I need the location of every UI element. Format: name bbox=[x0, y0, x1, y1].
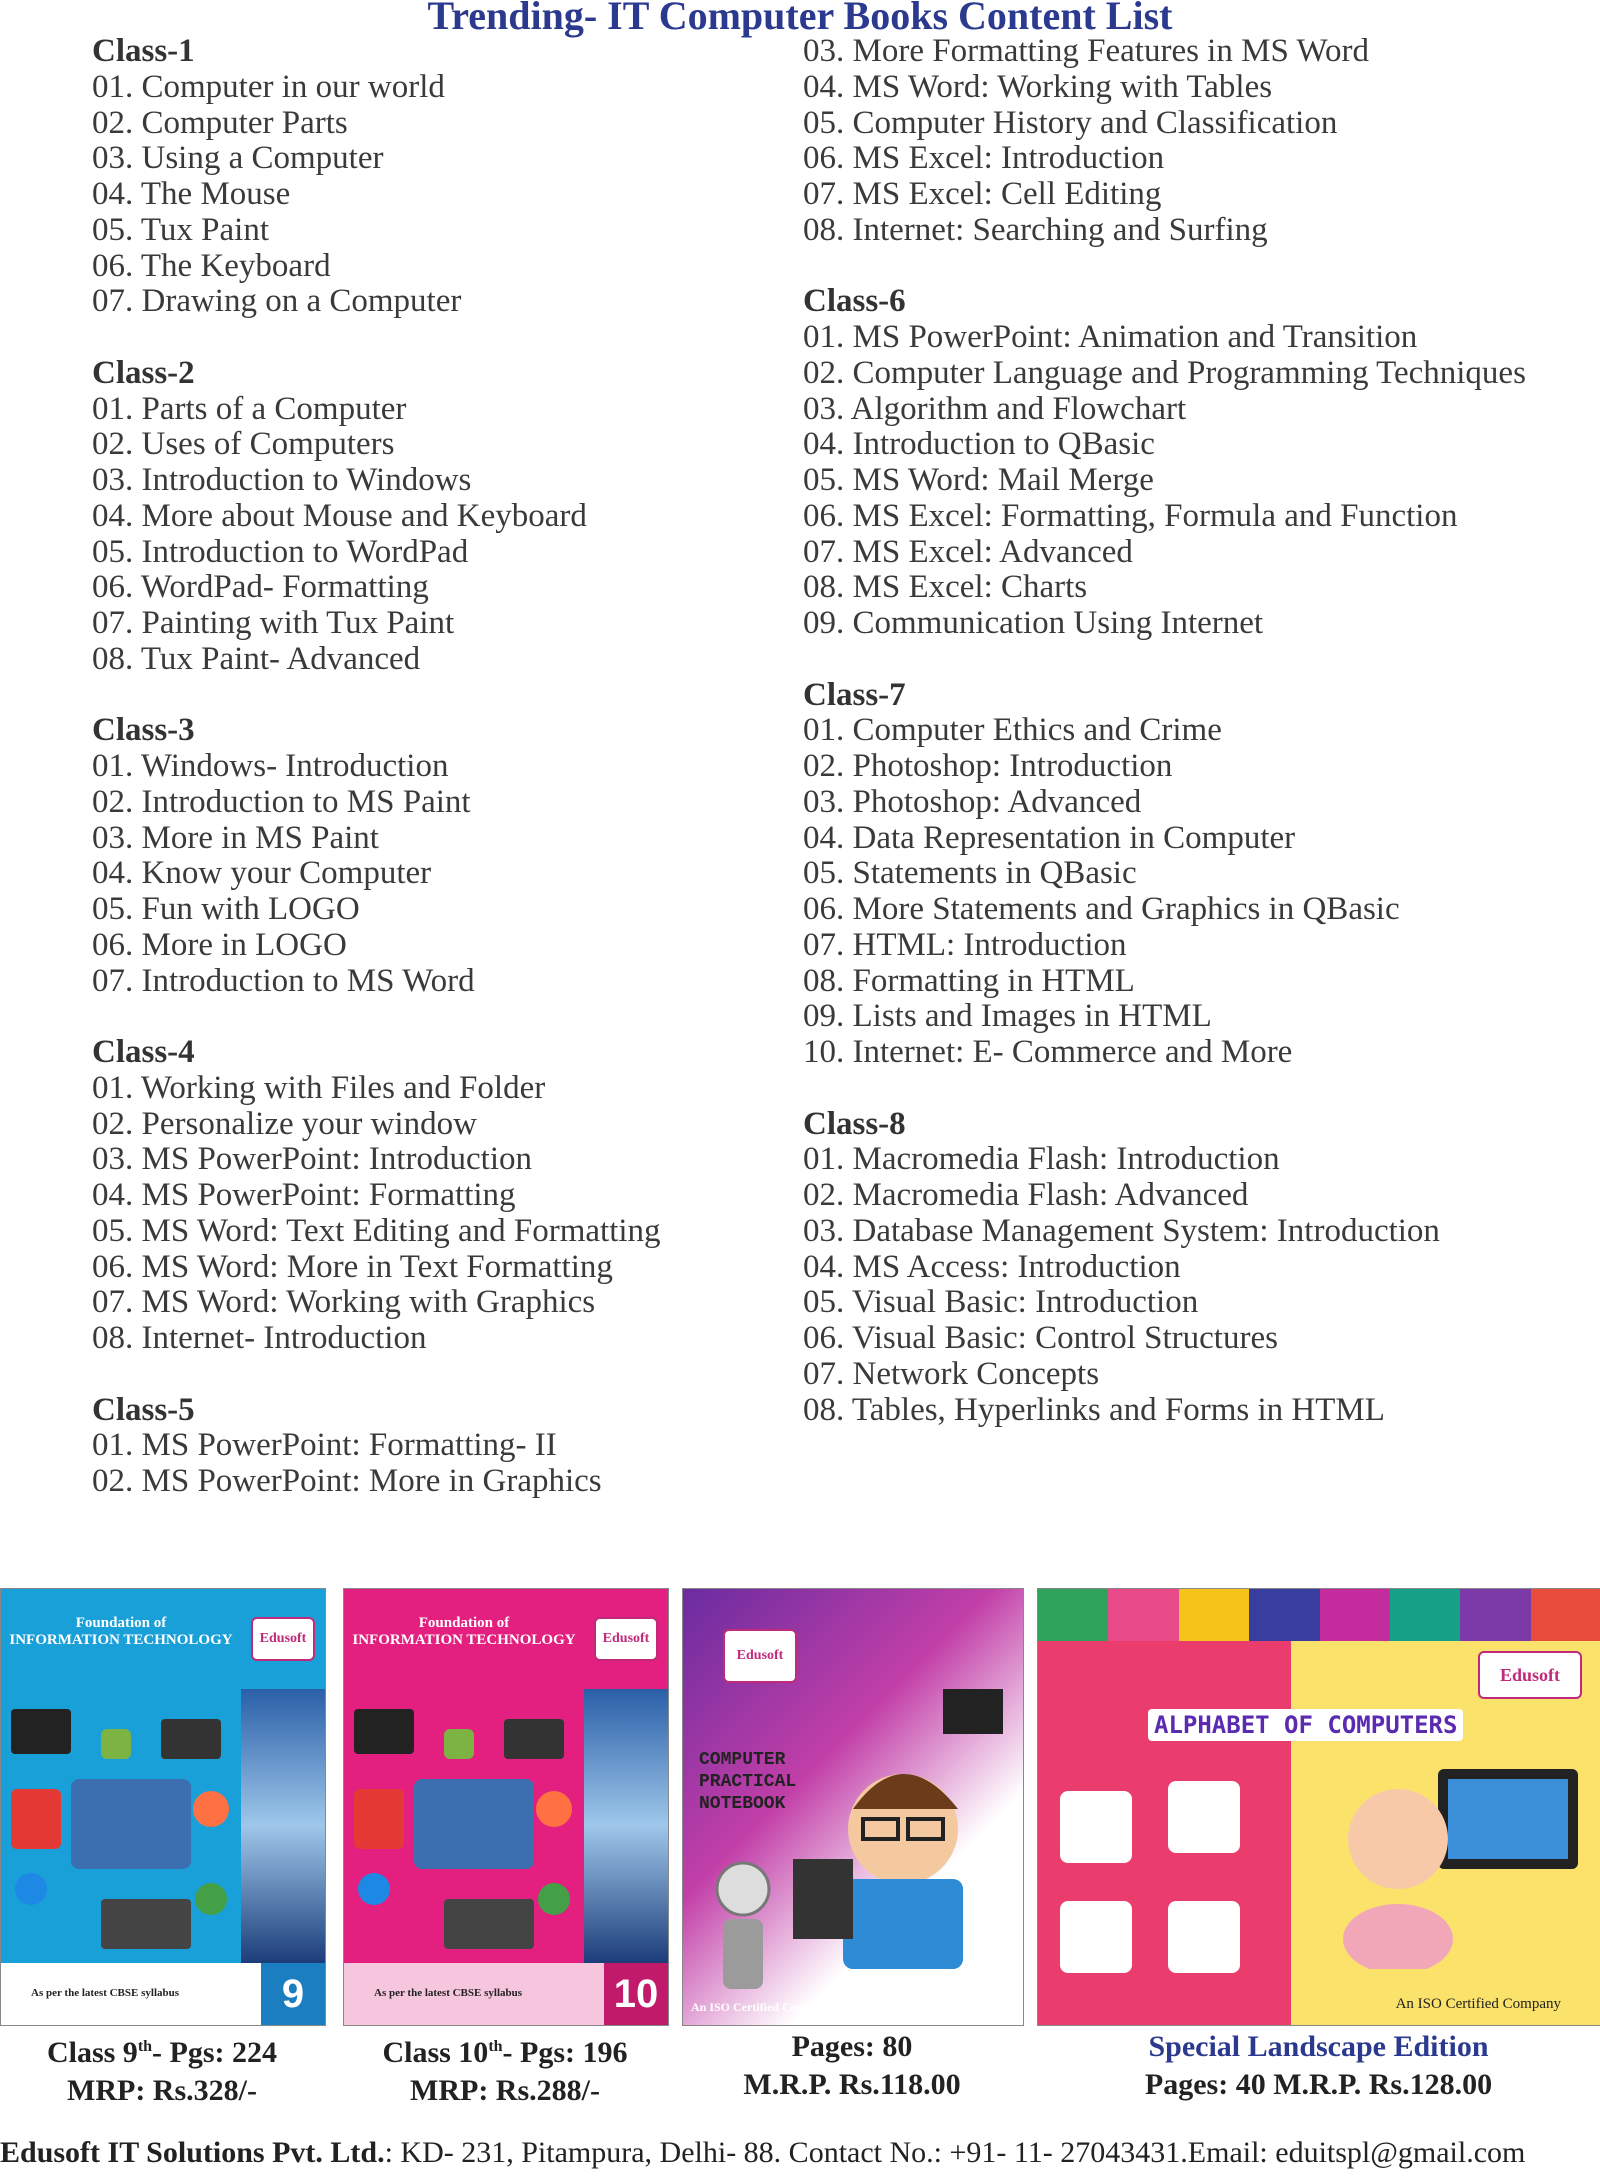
chapter-item: 06. MS Excel: Formatting, Formula and Function bbox=[803, 497, 1458, 534]
section-spacer bbox=[803, 642, 1583, 678]
cover-title-line2: INFORMATION TECHNOLOGY bbox=[352, 1632, 576, 1648]
devices-illustration-icon bbox=[11, 1699, 231, 1959]
caption-suffix: - Pgs: 224 bbox=[152, 2036, 278, 2069]
edusoft-logo-icon: Edusoft bbox=[594, 1617, 658, 1661]
caption-class-10 bbox=[343, 2028, 667, 2110]
chapter-item: 06. MS Excel: Introduction bbox=[803, 140, 1165, 177]
chapter-item: 09. Communication Using Internet bbox=[803, 605, 1264, 641]
chapter-item: 03. Using a Computer bbox=[92, 140, 384, 177]
chapter-item: 09. Lists and Images in HTML bbox=[803, 998, 1212, 1035]
class-heading: Class-6 bbox=[803, 283, 906, 320]
cover-decorative-strip bbox=[241, 1689, 325, 1963]
chapter-item: 03. More in MS Paint bbox=[92, 819, 379, 856]
chapter-item: 02. MS PowerPoint: More in Graphics bbox=[92, 1463, 602, 1499]
chapter-item: 04. The Mouse bbox=[92, 176, 291, 212]
left-color-panel bbox=[1038, 1641, 1291, 2025]
iso-certified-text: An ISO Certified Company bbox=[691, 2000, 833, 2014]
notebook-title-line1: COMPUTER bbox=[699, 1750, 786, 1770]
chapter-item: 04. Data Representation in Computer bbox=[803, 819, 1296, 856]
class-heading: Class-5 bbox=[92, 1391, 195, 1428]
chapter-item: 06. MS Word: More in Text Formatting bbox=[92, 1248, 613, 1285]
cover-decorative-strip bbox=[584, 1689, 668, 1963]
chapter-item: 03. Introduction to Windows bbox=[92, 462, 472, 498]
caption-line1: Pages: 80 bbox=[791, 2030, 913, 2063]
section-spacer bbox=[92, 1357, 792, 1393]
chapter-item: 08. Tux Paint- Advanced bbox=[92, 640, 421, 677]
section-spacer bbox=[92, 999, 792, 1035]
book-cover-class-10[interactable] bbox=[343, 1588, 669, 2026]
caption-line2: MRP: Rs.288/- bbox=[410, 2074, 600, 2107]
section-spacer bbox=[92, 320, 792, 356]
section-spacer bbox=[803, 249, 1583, 285]
chapter-item: 08. Internet: Searching and Surfing bbox=[803, 211, 1268, 248]
caption-landscape-edition bbox=[1037, 2028, 1600, 2104]
chapter-item: 01. Parts of a Computer bbox=[92, 390, 407, 427]
chapter-item: 02. Introduction to MS Paint bbox=[92, 783, 471, 820]
chapter-item: 01. MS PowerPoint: Formatting- II bbox=[92, 1427, 557, 1464]
right-column bbox=[803, 34, 1583, 1428]
cover-title bbox=[344, 1589, 584, 1689]
chapter-item: 03. Database Management System: Introduction bbox=[803, 1212, 1440, 1249]
footer-details: : KD- 231, Pitampura, Delhi- 88. Contact No.: +91- 11- 27043431.Email: eduitspl@gmail.com bbox=[384, 2136, 1526, 2169]
caption-sup: th bbox=[137, 2038, 153, 2055]
chapter-item: 08. Formatting in HTML bbox=[803, 962, 1135, 999]
chapter-item: 05. MS Word: Mail Merge bbox=[803, 462, 1154, 498]
chapter-item: 04. More about Mouse and Keyboard bbox=[92, 497, 587, 534]
chapter-item: 01. Windows- Introduction bbox=[92, 748, 449, 784]
chapter-item: 05. Introduction to WordPad bbox=[92, 533, 469, 570]
caption-class-9 bbox=[0, 2028, 324, 2110]
chapter-item: 01. Working with Files and Folder bbox=[92, 1069, 546, 1106]
chapter-item: 05. Visual Basic: Introduction bbox=[803, 1284, 1199, 1321]
color-stripes bbox=[1038, 1589, 1600, 1641]
chapter-item: 04. MS Access: Introduction bbox=[803, 1248, 1181, 1285]
chapter-item: 02. Computer Language and Programming Techniques bbox=[803, 354, 1526, 391]
chapter-item: 06. More Statements and Graphics in QBasic bbox=[803, 891, 1400, 927]
caption-line2: M.R.P. Rs.118.00 bbox=[743, 2068, 961, 2101]
section-spacer bbox=[92, 678, 792, 714]
chapter-item: 07. MS Word: Working with Graphics bbox=[92, 1284, 596, 1321]
caption-line1: Special Landscape Edition bbox=[1148, 2030, 1489, 2063]
footer-company: Edusoft IT Solutions Pvt. Ltd. bbox=[0, 2136, 385, 2169]
chapter-item: 05. Statements in QBasic bbox=[803, 855, 1137, 892]
chapter-item: 02. Personalize your window bbox=[92, 1105, 477, 1142]
chapter-item: 01. MS PowerPoint: Animation and Transition bbox=[803, 319, 1418, 355]
chapter-item: 03. MS PowerPoint: Introduction bbox=[92, 1141, 533, 1178]
chapter-item: 04. Introduction to QBasic bbox=[803, 426, 1155, 463]
devices-illustration-icon bbox=[354, 1699, 574, 1959]
edusoft-logo-icon: Edusoft bbox=[251, 1617, 315, 1661]
chapter-item: 05. Computer History and Classification bbox=[803, 104, 1338, 141]
footer-contact bbox=[0, 2136, 1600, 2170]
notebook-title-line3: NOTEBOOK bbox=[699, 1794, 786, 1814]
chapter-item: 08. Internet- Introduction bbox=[92, 1320, 427, 1356]
cover-title-line2: INFORMATION TECHNOLOGY bbox=[9, 1632, 233, 1648]
alphabet-title: ALPHABET OF COMPUTERS bbox=[1148, 1709, 1463, 1741]
chapter-item: 05. Tux Paint bbox=[92, 211, 269, 248]
student-at-computer-illustration-icon bbox=[703, 1679, 1023, 1999]
chapter-item: 01. Computer in our world bbox=[92, 68, 445, 105]
section-spacer bbox=[803, 1071, 1583, 1107]
cover-class-number: 9 bbox=[261, 1963, 325, 2025]
edusoft-logo-icon: Edusoft bbox=[1478, 1651, 1582, 1699]
chapter-item: 04. Know your Computer bbox=[92, 855, 432, 892]
chapter-item: 06. Visual Basic: Control Structures bbox=[803, 1320, 1278, 1356]
chapter-item: 01. Computer Ethics and Crime bbox=[803, 712, 1222, 749]
chapter-item: 07. Drawing on a Computer bbox=[92, 283, 462, 320]
chapter-item: 06. WordPad- Formatting bbox=[92, 569, 429, 606]
caption-line2: Pages: 40 M.R.P. Rs.128.00 bbox=[1144, 2068, 1493, 2101]
book-cover-practical-notebook[interactable] bbox=[682, 1588, 1024, 2026]
class-heading: Class-4 bbox=[92, 1034, 195, 1070]
class-heading: Class-8 bbox=[803, 1105, 906, 1142]
joystick-tile-icon bbox=[1168, 1901, 1240, 1973]
cover-title-line1: Foundation of bbox=[418, 1615, 510, 1631]
iso-certified-text: An ISO Certified Company bbox=[1395, 1996, 1561, 2012]
chapter-item: 02. Photoshop: Introduction bbox=[803, 748, 1173, 784]
left-column bbox=[92, 34, 792, 1500]
cover-title-line1: Foundation of bbox=[75, 1615, 167, 1631]
caption-line2: MRP: Rs.328/- bbox=[67, 2074, 257, 2107]
caption-notebook bbox=[682, 2028, 1022, 2104]
chapter-item: 08. MS Excel: Charts bbox=[803, 569, 1088, 606]
chapter-item: 02. Computer Parts bbox=[92, 104, 348, 141]
chapter-item: 03. More Formatting Features in MS Word bbox=[803, 33, 1369, 69]
chapter-item: 01. Macromedia Flash: Introduction bbox=[803, 1141, 1280, 1178]
cover-class-number: 10 bbox=[604, 1963, 668, 2025]
chapter-item: 06. More in LOGO bbox=[92, 926, 347, 963]
speaker-tile-icon bbox=[1060, 1901, 1132, 1973]
chapter-item: 07. MS Excel: Advanced bbox=[803, 533, 1133, 570]
class-heading: Class-2 bbox=[92, 354, 195, 391]
chapter-item: 02. Uses of Computers bbox=[92, 426, 395, 463]
edusoft-logo-icon: Edusoft bbox=[723, 1629, 797, 1683]
page-title: Trending- IT Computer Books Content List bbox=[427, 0, 1173, 38]
cover-title bbox=[1, 1589, 241, 1689]
caption-line1 bbox=[343, 2028, 667, 2072]
chapter-item: 07. HTML: Introduction bbox=[803, 926, 1127, 963]
cover-syllabus-text: As per the latest CBSE syllabus bbox=[374, 1987, 523, 1999]
chapter-item: 07. MS Excel: Cell Editing bbox=[803, 176, 1162, 212]
chapter-item: 05. Fun with LOGO bbox=[92, 891, 360, 927]
chapter-item: 04. MS Word: Working with Tables bbox=[803, 68, 1273, 105]
chapter-item: 03. Photoshop: Advanced bbox=[803, 783, 1142, 820]
chapter-item: 06. The Keyboard bbox=[92, 247, 331, 284]
chapter-item: 05. MS Word: Text Editing and Formatting bbox=[92, 1212, 661, 1249]
class-heading: Class-3 bbox=[92, 712, 195, 749]
baby-at-computer-illustration-icon bbox=[1328, 1749, 1588, 1969]
caption-prefix: Class 10 bbox=[382, 2036, 489, 2069]
chapter-item: 02. Macromedia Flash: Advanced bbox=[803, 1177, 1249, 1213]
book-cover-class-9[interactable] bbox=[0, 1588, 326, 2026]
chapter-item: 04. MS PowerPoint: Formatting bbox=[92, 1177, 516, 1213]
chapter-item: 10. Internet: E- Commerce and More bbox=[803, 1034, 1293, 1070]
chapter-item: 07. Introduction to MS Word bbox=[92, 962, 475, 999]
chapter-item: 07. Network Concepts bbox=[803, 1355, 1100, 1392]
chapter-item: 07. Painting with Tux Paint bbox=[92, 605, 455, 641]
cover-syllabus-text: As per the latest CBSE syllabus bbox=[31, 1987, 180, 1999]
caption-line1 bbox=[0, 2028, 324, 2072]
class-heading: Class-1 bbox=[92, 33, 195, 69]
class-heading: Class-7 bbox=[803, 676, 906, 713]
chapter-item: 08. Tables, Hyperlinks and Forms in HTML bbox=[803, 1391, 1385, 1428]
caption-sup: th bbox=[488, 2038, 503, 2055]
notebook-title-line2: PRACTICAL bbox=[699, 1772, 797, 1792]
caption-suffix: - Pgs: 196 bbox=[502, 2036, 628, 2069]
printer-tile-icon bbox=[1168, 1781, 1240, 1853]
chapter-item: 03. Algorithm and Flowchart bbox=[803, 390, 1187, 427]
caption-prefix: Class 9 bbox=[46, 2036, 138, 2069]
book-cover-alphabet-of-computers[interactable] bbox=[1037, 1588, 1600, 2026]
mouse-tile-icon bbox=[1060, 1791, 1132, 1863]
